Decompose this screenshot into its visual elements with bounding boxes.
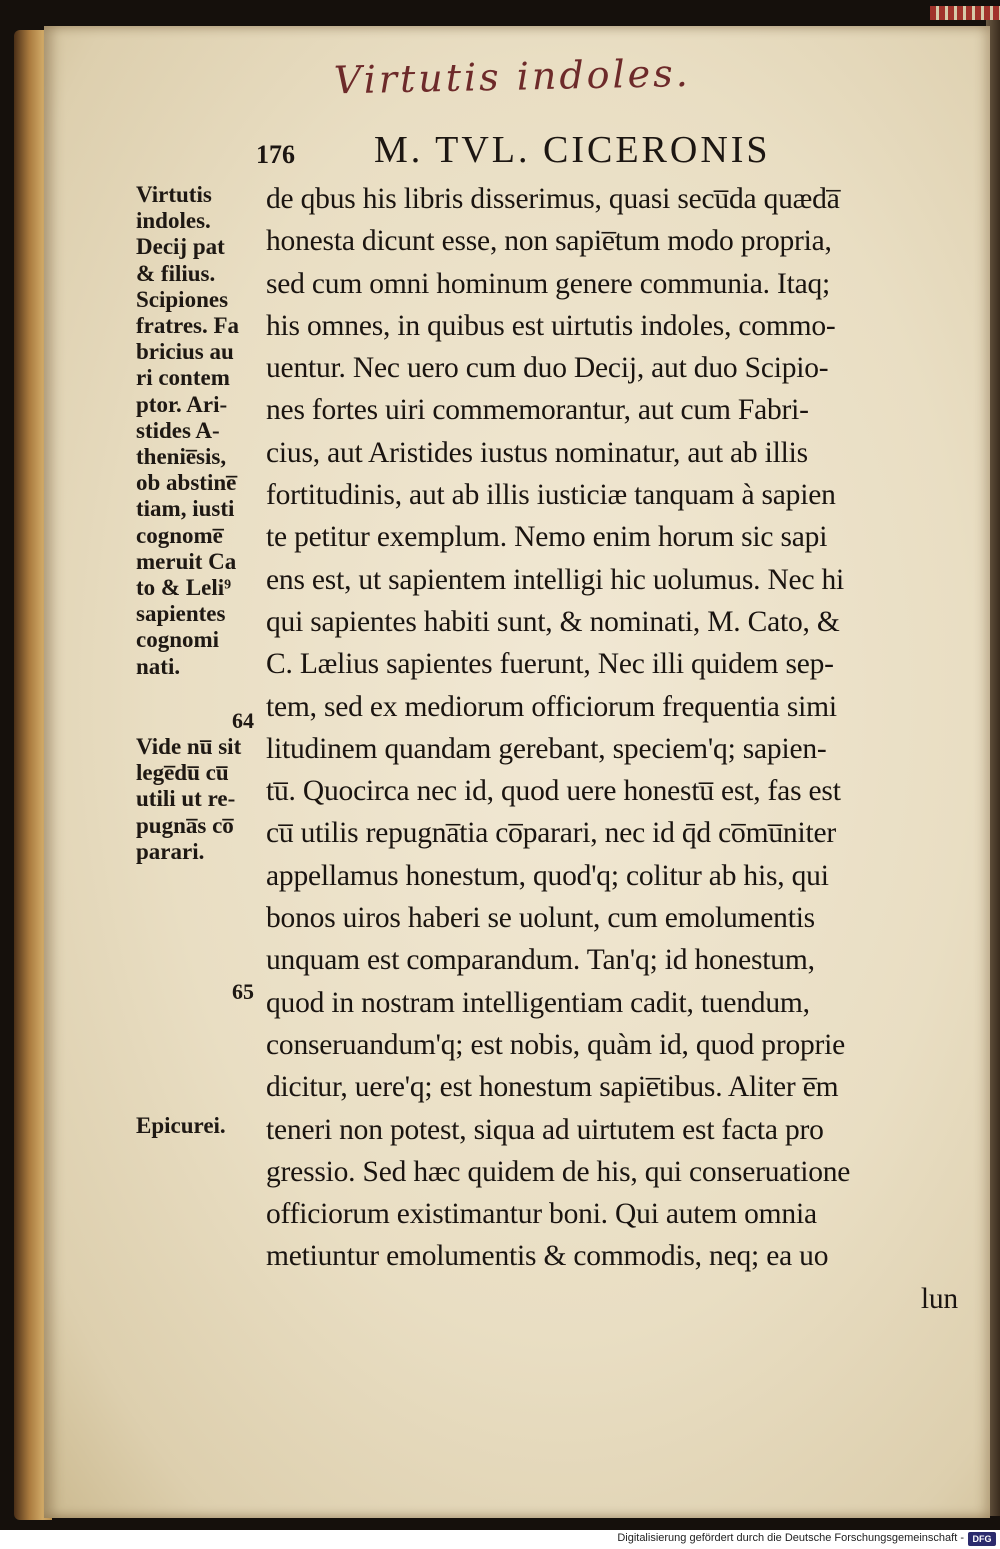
page-header [44,126,990,176]
text-line: gressio. Sed hæc quidem de his, qui conseruatione [266,1155,851,1188]
text-line: uentur. Nec uero cum duo Decij, aut duo Scipio- [266,352,829,385]
text-line: honesta dicunt esse, non sapie̅tum modo propria, [266,225,832,258]
text-line: quod in nostram intelligentiam cadit, tuendum, [266,986,810,1019]
margin-note-epicurei: Epicurei. [136,1113,226,1139]
book-page [44,26,990,1518]
text-line: conseruandum'q; est nobis, quàm id, quod proprie [266,1028,846,1061]
text-line: sed cum omni hominum genere communia. Itaq; [266,267,831,300]
text-line: cius, aut Aristides iustus nominatur, aut ab illis [266,436,808,469]
footer-credit: Digitalisierung gefördert durch die Deutsche Forschungsgemeinschaft - [617,1532,964,1544]
text-line: ens est, ut sapientem intelligi hic uolumus. Nec hi [266,563,845,596]
text-line: fortitudinis, aut ab illis iusticiæ tanquam à sapien [266,479,836,512]
margin-notes [136,182,266,1139]
text-line: officiorum existimantur boni. Qui autem omnia [266,1198,817,1231]
text-line: cu̅ utilis repugna̅tia co̅parari, nec id q̄d co̅mu̅niter [266,817,836,850]
text-line: dicitur, uere'q; est honestum sapie̅tibus. Aliter e̅m [266,1071,839,1104]
footer-bar [0,1530,1000,1549]
running-title: M. TVL. CICERONIS [374,129,771,171]
margin-note-vide: Vide nu̅ sit lege̅du̅ cu̅ utili ut re- pugna̅s co̅ parari. [136,734,242,864]
text-line: bonos uiros haberi se uolunt, cum emolumentis [266,902,815,935]
text-line: qui sapientes habiti sunt, & nominati, M. Cato, & [266,605,840,638]
text-line: his omnes, in quibus est uirtutis indoles, commo- [266,309,836,342]
margin-note-virtutis: Virtutis indoles. Decij pat & filius. Scipiones fratres. Fa bricius au ri contem ptor. Ari- stides A- thenie̅sis, ob abstine̅ tiam, iusti cognome̅ meruit Ca to & Leli⁹ sapientes cognomi nati. [136,182,240,679]
text-line: tu̅. Quocirca nec id, quod uere honestu̅ est, fas est [266,775,841,808]
text-line: unquam est comparandum. Tan'q; id honestum, [266,944,815,977]
text-line: tem, sed ex mediorum officiorum frequentia simi [266,690,837,723]
text-line: appellamus honestum, quod'q; colitur ab his, qui [266,859,829,892]
book-spine-strip [930,6,1000,20]
text-line: litudinem quandam gerebant, speciem'q; sapien- [266,732,827,765]
text-line: C. Lælius sapientes fuerunt, Nec illi quidem sep- [266,648,834,681]
page-number: 176 [256,140,295,169]
dfg-logo: DFG [968,1532,996,1546]
handwritten-heading: Virtutis indoles. [333,50,692,103]
text-line-catchword: lun [920,1282,958,1315]
text-line: metiuntur emolumentis & commodis, neq; ea uo [266,1240,829,1273]
text-line: nes fortes uiri commemorantur, aut cum Fabri- [266,394,809,427]
margin-number-65: 65 [232,979,254,1005]
text-line: teneri non potest, siqua ad uirtutem est facta pro [266,1113,824,1146]
margin-number-64: 64 [232,707,254,733]
text-line: de qbus his libris disserimus, quasi secu̅da quæda̅ [266,183,840,215]
main-text-block [266,178,966,1320]
text-line: te petitur exemplum. Nemo enim horum sic sapi [266,521,828,554]
